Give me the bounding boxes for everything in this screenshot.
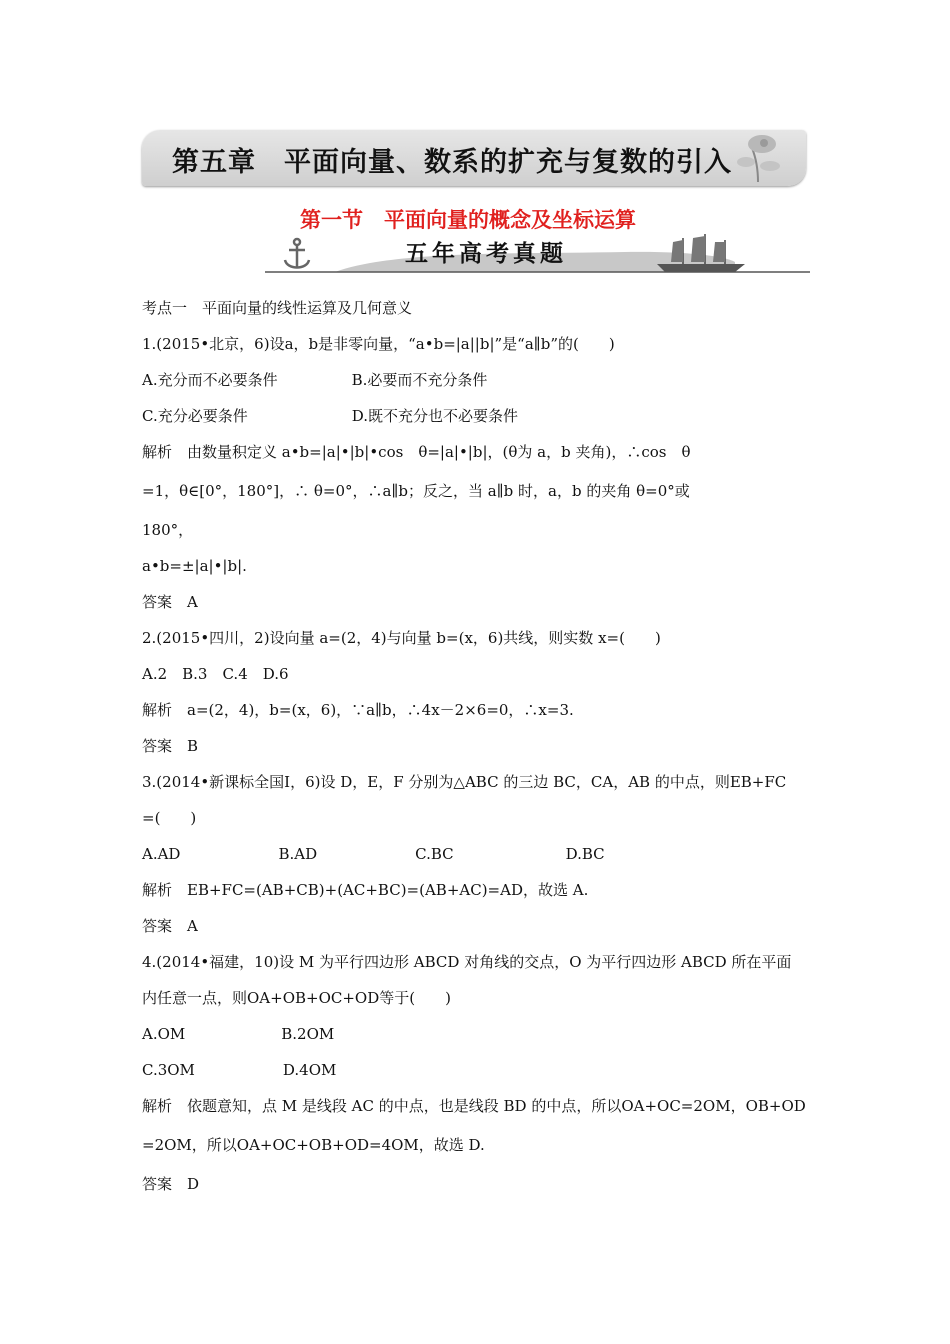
q1-option-c: C.充分必要条件	[142, 407, 248, 425]
q1-answer: 答案 A	[142, 593, 198, 611]
section-title: 第一节 平面向量的概念及坐标运算	[300, 208, 636, 232]
q4-stem-line1: 4.(2014•福建，10)设 M 为平行四边形 ABCD 对角线的交点，O 为平行四边形 ABCD 所在平面	[142, 953, 792, 971]
q4-solution-line2: =2OM，所以OA+OC+OB+OD=4OM，故选 D.	[142, 1136, 485, 1154]
q3-option-c: C.BC	[415, 845, 454, 863]
q3-option-a: A.AD	[142, 845, 181, 863]
q4-solution-line1: 解析 依题意知，点 M 是线段 AC 的中点，也是线段 BD 的中点，所以OA+OC=2OM，OB+OD	[142, 1097, 806, 1115]
q4-answer: 答案 D	[142, 1175, 200, 1193]
q4-options-row2	[142, 1052, 814, 1088]
q3-option-d: D.BC	[565, 845, 605, 863]
document-body	[142, 290, 814, 1202]
flower-decoration-icon	[732, 132, 784, 184]
q2-options: A.2 B.3 C.4 D.6	[142, 665, 289, 683]
chapter-banner	[142, 130, 806, 186]
q3-stem-line1: 3.(2014•新课标全国Ⅰ，6)设 D，E，F 分别为△ABC 的三边 BC，CA，AB 的中点，则EB+FC	[142, 773, 787, 791]
q3-solution: 解析 EB+FC=(AB+CB)+(AC+BC)=(AB+AC)=AD，故选 A.	[142, 881, 589, 899]
q3-answer: 答案 A	[142, 917, 198, 935]
topic-heading: 考点一 平面向量的线性运算及几何意义	[142, 299, 413, 317]
q1-stem: 1.(2015•北京，6)设a，b是非零向量，“a•b=|a||b|”是“a∥b”的( )	[142, 335, 615, 353]
q4-option-c: C.3OM	[142, 1061, 195, 1079]
q1-solution-line3: 180°，	[142, 521, 194, 539]
q2-stem: 2.(2015•四川，2)设向量 a=(2，4)与向量 b=(x，6)共线，则实数 x=( )	[142, 629, 661, 647]
q1-option-b: B.必要而不充分条件	[351, 371, 488, 389]
q2-answer: 答案 B	[142, 737, 199, 755]
q1-option-d: D.既不充分也不必要条件	[351, 407, 518, 425]
q1-option-a: A.充分而不必要条件	[142, 371, 278, 389]
q1-options-row2	[142, 398, 814, 434]
anchor-icon	[285, 239, 309, 268]
q4-option-d: D.4OM	[282, 1061, 337, 1079]
q4-option-b: B.2OM	[281, 1025, 335, 1043]
q4-option-a: A.OM	[142, 1025, 186, 1043]
subtitle: 五年高考真题	[405, 241, 567, 267]
q3-stem-line2: =( )	[142, 809, 197, 827]
q4-stem-line2: 内任意一点，则OA+OB+OC+OD等于( )	[142, 989, 451, 1007]
chapter-title: 第五章 平面向量、数系的扩充与复数的引入	[172, 147, 732, 178]
q2-solution: 解析 a=(2，4)，b=(x，6)，∵a∥b，∴4x－2×6=0，∴x=3.	[142, 701, 574, 719]
q3-options	[142, 836, 814, 872]
q1-options-row1	[142, 362, 814, 398]
q1-solution-line1: 解析 由数量积定义 a•b=|a|•|b|•cos θ=|a|•|b|，(θ为 a，b 夹角)，∴cos θ	[142, 443, 691, 461]
q1-solution-line2: =1，θ∈[0°，180°]，∴ θ=0°，∴a∥b；反之，当 a∥b 时，a，b 的夹角 θ=0°或	[142, 482, 690, 500]
q4-options-row1	[142, 1016, 814, 1052]
q1-solution-line4: a•b=±|a|•|b|.	[142, 557, 247, 575]
q3-option-b: B.AD	[278, 845, 318, 863]
